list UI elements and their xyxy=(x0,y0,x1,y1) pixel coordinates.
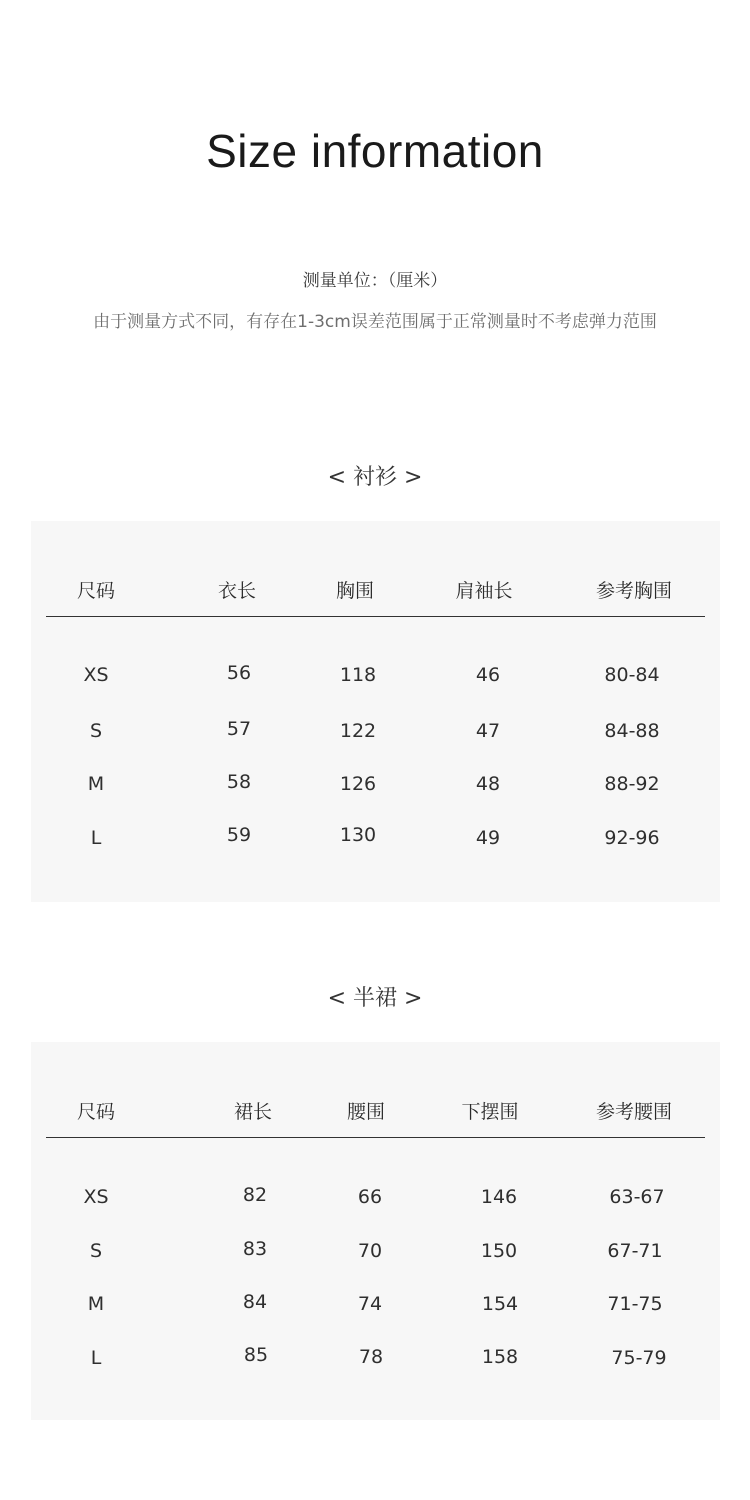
shirt-row-m-chest: 126 xyxy=(339,773,377,795)
shirt-header-divider xyxy=(46,616,705,617)
shirt-row-m-length: 58 xyxy=(226,771,252,793)
shirt-row-xs-chest: 118 xyxy=(339,664,377,686)
shirt-header-chest: 胸围 xyxy=(335,580,374,602)
skirt-row-l-length: 85 xyxy=(243,1344,269,1366)
shirt-row-l-ref: 92-96 xyxy=(604,827,660,849)
shirt-header-sleeve: 肩袖长 xyxy=(455,580,513,602)
skirt-row-xs-ref: 63-67 xyxy=(609,1186,665,1208)
shirt-row-l-chest: 130 xyxy=(339,824,377,846)
shirt-header-size: 尺码 xyxy=(76,580,115,602)
shirt-header-ref-chest: 参考胸围 xyxy=(595,580,672,602)
skirt-header-size: 尺码 xyxy=(76,1101,115,1123)
page-title: Size information xyxy=(206,125,544,177)
shirt-row-l-size: L xyxy=(90,827,102,849)
skirt-row-m-waist: 74 xyxy=(357,1293,383,1315)
shirt-row-m-size: M xyxy=(87,773,105,795)
skirt-row-xs-hem: 146 xyxy=(480,1186,518,1208)
skirt-row-s-ref: 67-71 xyxy=(607,1240,663,1262)
shirt-row-xs-sleeve: 46 xyxy=(475,664,501,686)
skirt-row-s-waist: 70 xyxy=(357,1240,383,1262)
shirt-section-title: < 衬衫 > xyxy=(327,465,423,490)
shirt-row-s-sleeve: 47 xyxy=(475,720,501,742)
shirt-row-xs-length: 56 xyxy=(226,662,252,684)
shirt-row-xs-ref: 80-84 xyxy=(604,664,660,686)
measurement-note-text: 由于测量方式不同，有存在1-3cm误差范围属于正常测量时不考虑弹力范围 xyxy=(93,312,657,332)
skirt-row-xs-waist: 66 xyxy=(357,1186,383,1208)
shirt-row-m-sleeve: 48 xyxy=(475,773,501,795)
shirt-row-s-ref: 84-88 xyxy=(604,720,660,742)
skirt-header-length: 裙长 xyxy=(233,1101,272,1123)
shirt-header-length: 衣长 xyxy=(217,580,256,602)
skirt-row-m-size: M xyxy=(87,1293,105,1315)
skirt-header-ref-waist: 参考腰围 xyxy=(595,1101,672,1123)
skirt-section-title: < 半裙 > xyxy=(327,986,423,1011)
skirt-row-m-hem: 154 xyxy=(481,1293,519,1315)
skirt-row-xs-length: 82 xyxy=(242,1184,268,1206)
skirt-row-m-length: 84 xyxy=(242,1291,268,1313)
shirt-row-m-ref: 88-92 xyxy=(604,773,660,795)
skirt-row-l-ref: 75-79 xyxy=(611,1347,667,1369)
shirt-row-s-length: 57 xyxy=(226,718,252,740)
shirt-row-s-chest: 122 xyxy=(339,720,377,742)
skirt-row-m-ref: 71-75 xyxy=(607,1293,663,1315)
skirt-row-l-hem: 158 xyxy=(481,1346,519,1368)
skirt-row-s-length: 83 xyxy=(242,1238,268,1260)
shirt-row-l-sleeve: 49 xyxy=(475,827,501,849)
skirt-row-s-size: S xyxy=(89,1240,103,1262)
skirt-row-xs-size: XS xyxy=(83,1186,109,1208)
skirt-header-hem: 下摆围 xyxy=(461,1101,519,1123)
skirt-header-waist: 腰围 xyxy=(346,1101,385,1123)
skirt-row-s-hem: 150 xyxy=(480,1240,518,1262)
shirt-row-xs-size: XS xyxy=(83,664,109,686)
measurement-unit-text: 测量单位：（厘米） xyxy=(302,271,448,291)
skirt-row-l-size: L xyxy=(90,1347,102,1369)
skirt-header-divider xyxy=(46,1137,705,1138)
skirt-row-l-waist: 78 xyxy=(358,1346,384,1368)
shirt-row-s-size: S xyxy=(89,720,103,742)
shirt-row-l-length: 59 xyxy=(226,824,252,846)
